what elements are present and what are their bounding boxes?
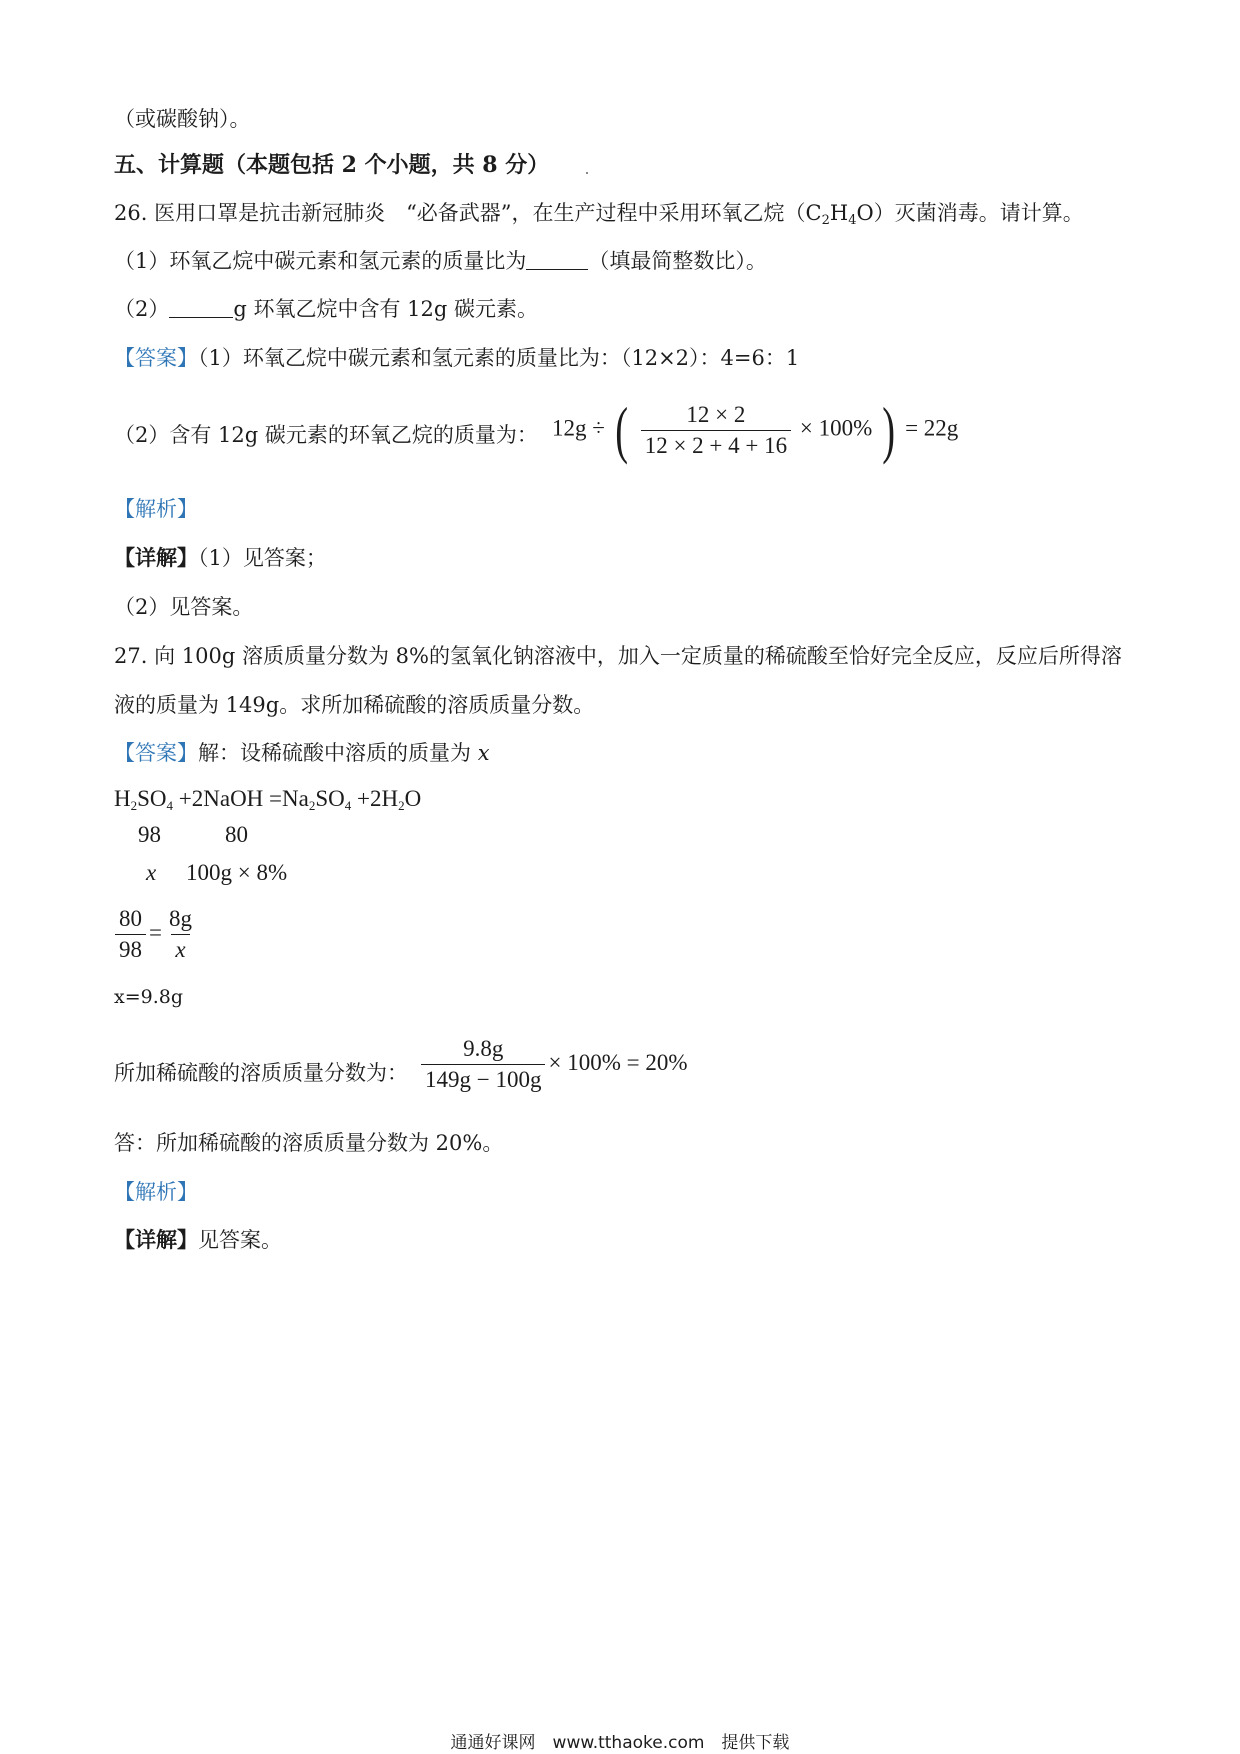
- q26-mass-formula: 12g ÷ ( $\frac{12 \times 2}{12 \times 2 + 4 + 16}$ × 100% ) = 22g: [552, 394, 959, 465]
- unknown-x: x: [146, 860, 157, 885]
- fraction: $\frac{12 \times 2}{12 \times 2 + 4 + 16}$: [641, 402, 791, 459]
- q26-answer1: 【答案】（1）环氧乙烷中碳元素和氢元素的质量比为：（12×2）：4=6：1: [114, 346, 800, 370]
- q26-part1: （1）环氧乙烷中碳元素和氢元素的质量比为 （填最简整数比）。: [114, 249, 767, 273]
- section-title: 五、计算题（本题包括 2 个小题，共 8 分）: [114, 152, 550, 178]
- line-prev-answer: （或碳酸钠）。: [114, 107, 251, 131]
- x-result: x=9.8g: [114, 986, 184, 1008]
- chemical-equation: $H_2SO_4$ +2NaOH $=Na_2SO_4 +2H_2O$: [114, 786, 422, 813]
- q27-detail: 【详解】见答案。: [114, 1227, 282, 1252]
- ratio-equation: $\frac{80}{98}$ = $\frac{8g}{x}$: [112, 906, 199, 963]
- q26-answer2-text: （2）含有 12g 碳元素的环氧乙烷的质量为：: [114, 423, 538, 447]
- q27-fraction-text: 所加稀硫酸的溶质质量分数为：: [114, 1061, 408, 1085]
- q27-answer-intro: 【答案】解：设稀硫酸中溶质的质量为 x: [114, 741, 490, 765]
- footer-watermark: 通通好课网 www.tthaoke.com 提供下载: [450, 1733, 790, 1753]
- q26-detail2: （2）见答案。: [114, 595, 254, 619]
- answer-tag: 【答案】: [114, 741, 198, 765]
- molar-mass-80: 80: [225, 822, 248, 847]
- analysis-tag: 【解析】: [114, 497, 198, 521]
- answer-tag: 【答案】: [114, 346, 198, 370]
- answer-blank: [526, 249, 588, 270]
- q27-percent-formula: $\frac{9.8g}{149g - 100g}$ × 100% = 20%: [418, 1036, 688, 1093]
- q26-stem: 26. 医用口罩是抗击新冠肺炎 “必备武器”，在生产过程中采用环氧乙烷$(C_2H_4O)$灭菌消毒。请计算。: [114, 201, 1084, 228]
- molar-mass-98: 98: [138, 822, 161, 847]
- scan-dot: [586, 172, 588, 174]
- q26-part2: （2） g 环氧乙烷中含有 12g 碳元素。: [114, 297, 539, 321]
- q27-stem-line1: 27. 向 100g 溶质质量分数为 8%的氢氧化钠溶液中，加入一定质量的稀硫酸至恰好完全反应，反应后所得溶: [114, 644, 1122, 668]
- analysis-tag: 【解析】: [114, 1180, 198, 1204]
- answer-blank: [169, 297, 233, 318]
- q27-stem-line2: 液的质量为 149g。求所加稀硫酸的溶质质量分数。: [114, 693, 595, 717]
- q26-detail1: 【详解】（1）见答案；: [114, 545, 327, 570]
- naoh-mass: 100g × 8%: [186, 860, 288, 885]
- q27-conclusion: 答：所加稀硫酸的溶质质量分数为 20%。: [114, 1131, 504, 1155]
